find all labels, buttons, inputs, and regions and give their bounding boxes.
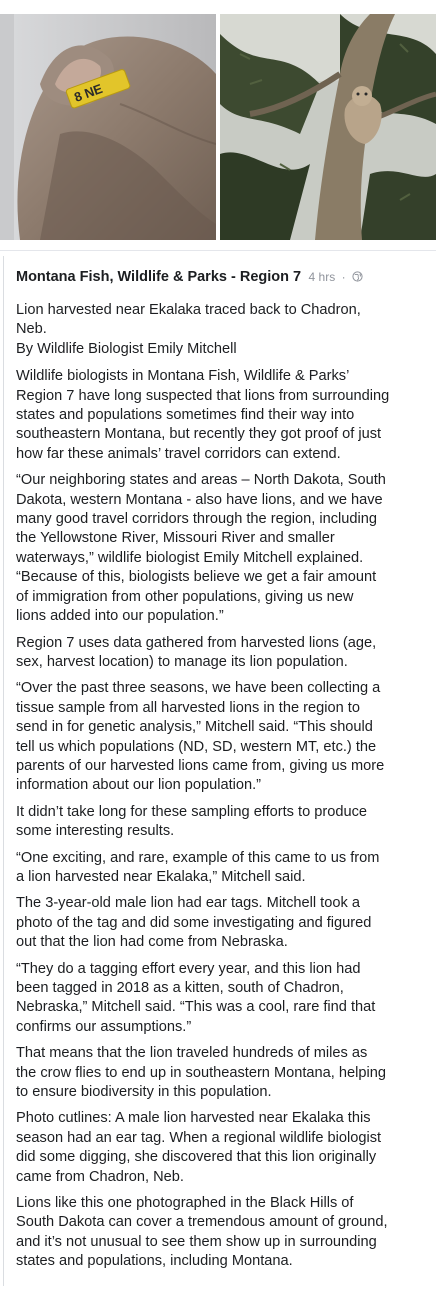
text-line: out that the lion had come from Nebraska. xyxy=(16,934,288,951)
text-line: confirms our assumptions.” xyxy=(16,1018,192,1035)
text-line: “One exciting, and rare, example of this came to us from xyxy=(16,849,380,866)
text-line: waterways,” wildlife biologist Emily Mitchell explained. xyxy=(16,549,364,566)
text-line: Wildlife biologists in Montana Fish, Wildlife & Parks’ xyxy=(16,368,350,385)
text-line: Lion harvested near Ekalaka traced back to Chadron, xyxy=(16,302,361,318)
text-line: Region 7 have long suspected that lions from surrounding xyxy=(16,387,390,404)
text-line: photo of the tag and did some investigating and figured xyxy=(16,914,372,931)
photo-grid xyxy=(0,0,436,240)
photo-lion-in-tree xyxy=(220,14,436,240)
lion-ear-tag-photo[interactable] xyxy=(0,14,216,240)
text-line: “Because of this, biologists believe we get a fair amount xyxy=(16,569,377,586)
text-line: the Yellowstone River, Missouri River and smaller xyxy=(16,530,335,547)
text-line: “Our neighboring states and areas – North Dakota, South xyxy=(16,472,386,489)
text-line: how far these animals’ travel corridors can extend. xyxy=(16,445,341,462)
text-line: Lions like this one photographed in the Black Hills of xyxy=(16,1195,354,1212)
post-timestamp[interactable]: 4 hrs xyxy=(308,270,336,284)
post-paragraph xyxy=(16,894,424,952)
text-line: many good travel corridors through the region, including xyxy=(16,511,377,528)
meta-separator: · xyxy=(341,270,346,284)
text-line: It didn’t take long for these sampling efforts to produce xyxy=(16,803,367,820)
post-paragraph xyxy=(16,1194,424,1272)
text-line: “They do a tagging effort every year, and this lion had xyxy=(16,960,361,977)
text-line: Dakota, western Montana - also have lions, and we have xyxy=(16,491,383,508)
section-divider xyxy=(0,250,436,251)
post-paragraph xyxy=(16,471,424,626)
text-line: “Over the past three seasons, we have been collecting a xyxy=(16,680,381,697)
post-paragraph xyxy=(16,1109,424,1187)
text-line: of immigration from other populations, giving us new xyxy=(16,588,354,605)
lion-in-tree-photo[interactable] xyxy=(220,14,436,240)
text-line: a lion harvested near Ekalaka,” Mitchell said. xyxy=(16,868,306,885)
post-paragraph xyxy=(16,803,424,842)
photo-lion-ear-tag xyxy=(0,14,216,240)
text-line: send in for genetic analysis,” Mitchell said. “This should xyxy=(16,719,373,736)
text-line: Neb. xyxy=(16,321,47,338)
text-line: did some digging, she discovered that this lion originally xyxy=(16,1149,377,1166)
post-paragraph xyxy=(16,367,424,464)
text-line: Region 7 uses data gathered from harvested lions (age, xyxy=(16,634,377,651)
post-paragraph xyxy=(16,849,424,888)
post-paragraph xyxy=(16,634,424,673)
text-line: been tagged in 2018 as a kitten, south of Chadron, xyxy=(16,980,344,996)
globe-icon[interactable] xyxy=(352,271,363,282)
text-line: the crow flies to end up in southeastern Montana, helping xyxy=(16,1064,386,1081)
text-line: information about our lion population.” xyxy=(16,777,262,794)
text-line: and it’s not unusual to see them show up in surrounding xyxy=(16,1233,377,1250)
text-line: The 3-year-old male lion had ear tags. Mitchell took a xyxy=(16,895,360,912)
text-line: to ensure biodiversity in this population. xyxy=(16,1084,272,1101)
text-line: Photo cutlines: A male lion harvested near Ekalaka this xyxy=(16,1110,371,1127)
text-line: states and populations, including Montana. xyxy=(16,1253,293,1270)
text-line: tissue sample from all harvested lions in the region to xyxy=(16,699,360,716)
post-paragraph xyxy=(16,960,424,1038)
post-left-border xyxy=(3,256,4,1286)
post-paragraph xyxy=(16,1044,424,1102)
text-line: sex, harvest location) to manage its lion population. xyxy=(16,653,348,670)
text-line: came from Chadron, Neb. xyxy=(16,1168,184,1185)
post-paragraph xyxy=(16,679,424,795)
text-line: By Wildlife Biologist Emily Mitchell xyxy=(16,340,237,357)
text-line: That means that the lion traveled hundreds of miles as xyxy=(16,1045,368,1062)
text-line: South Dakota can cover a tremendous amount of ground, xyxy=(16,1214,388,1231)
text-line: parents of our harvested lions came from, giving us more xyxy=(16,757,385,774)
page-name-link[interactable]: Montana Fish, Wildlife & Parks - Region 7 xyxy=(16,269,302,285)
text-line: tell us which populations (ND, SD, western MT, etc.) the xyxy=(16,738,377,755)
post-header xyxy=(16,268,426,290)
text-line: southeastern Montana, but recently they got proof of just xyxy=(16,426,382,443)
post-text xyxy=(16,301,424,1279)
post-paragraph xyxy=(16,301,424,359)
text-line: season had an ear tag. When a regional wildlife biologist xyxy=(16,1129,382,1146)
text-line: lions added into our population.” xyxy=(16,608,224,625)
text-line: Nebraska,” Mitchell said. “This was a cool, rare find that xyxy=(16,999,376,1016)
text-line: states and populations sometimes find their way into xyxy=(16,407,355,424)
svg-text:8 NE: 8 NE xyxy=(72,80,105,105)
text-line: some interesting results. xyxy=(16,823,175,840)
